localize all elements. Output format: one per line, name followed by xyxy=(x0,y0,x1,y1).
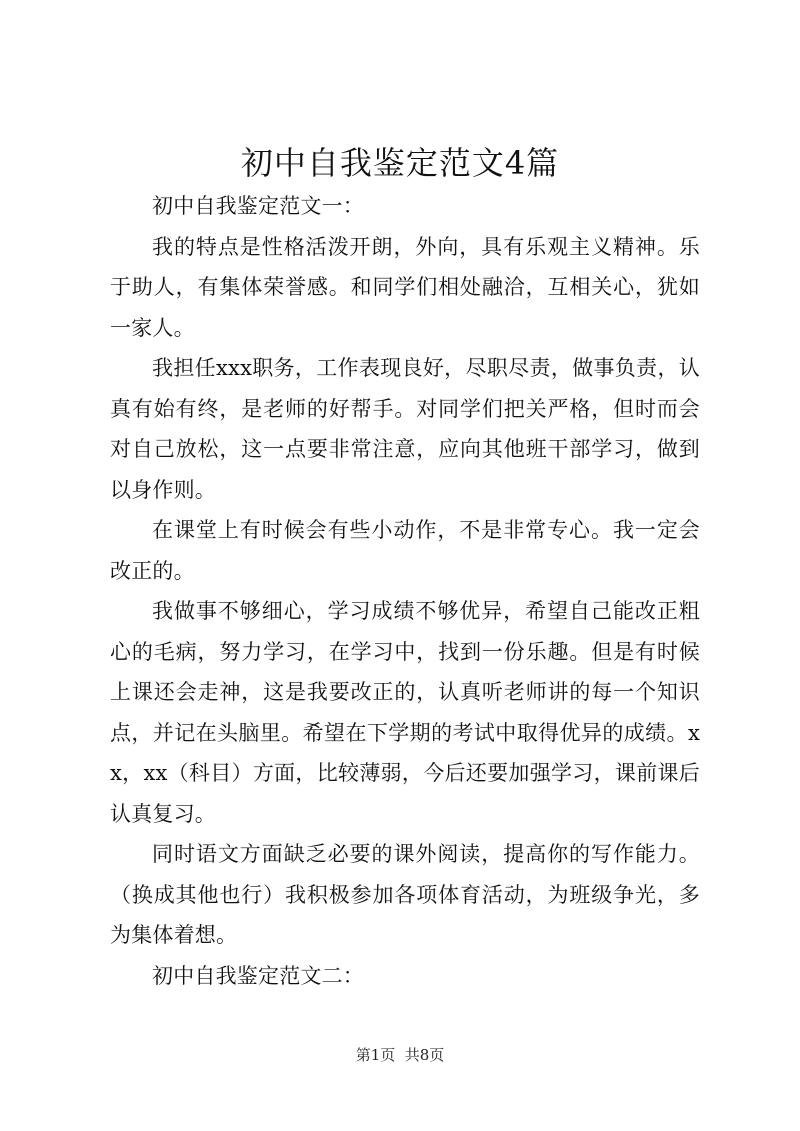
page-number-label: 第1页 共8页 xyxy=(355,1046,445,1064)
paragraph: 在课堂上有时候会有些小动作，不是非常专心。我一定会改正的。 xyxy=(110,518,700,583)
paragraph-section-heading: 初中自我鉴定范文一： xyxy=(152,194,364,218)
page-footer xyxy=(100,1044,700,1066)
document-title: 初中自我鉴定范文4篇 xyxy=(240,144,560,182)
paragraph-section-heading: 初中自我鉴定范文二： xyxy=(152,963,364,988)
paragraph: 我担任xxx职务，工作表现良好，尽职尽责，做事负责，认真有始有终，是老师的好帮手。对同学们把关严格，但时而会对自己放松，这一点要非常注意，应向其他班干部学习，做到以身作则。 xyxy=(110,356,700,502)
paragraph: 我的特点是性格活泼开朗，外向，具有乐观主义精神。乐于助人，有集体荣誉感。和同学们相处融洽，互相关心，犹如一家人。 xyxy=(110,234,700,340)
paragraph: 同时语文方面缺乏必要的课外阅读，提高你的写作能力。（换成其他也行）我积极参加各项体育活动，为班级争光，多为集体着想。 xyxy=(110,842,700,947)
paragraph: 我做事不够细心，学习成绩不够优异，希望自己能改正粗心的毛病，努力学习，在学习中，找到一份乐趣。但是有时候上课还会走神，这是我要改正的，认真听老师讲的每一个知识点，并记在头脑里。希望在下学期的考试中取得优异的成绩。xx，xx（科目）方面，比较薄弱，今后还要加强学习，课前课后认真复习。 xyxy=(110,599,700,826)
document-body xyxy=(110,186,700,996)
